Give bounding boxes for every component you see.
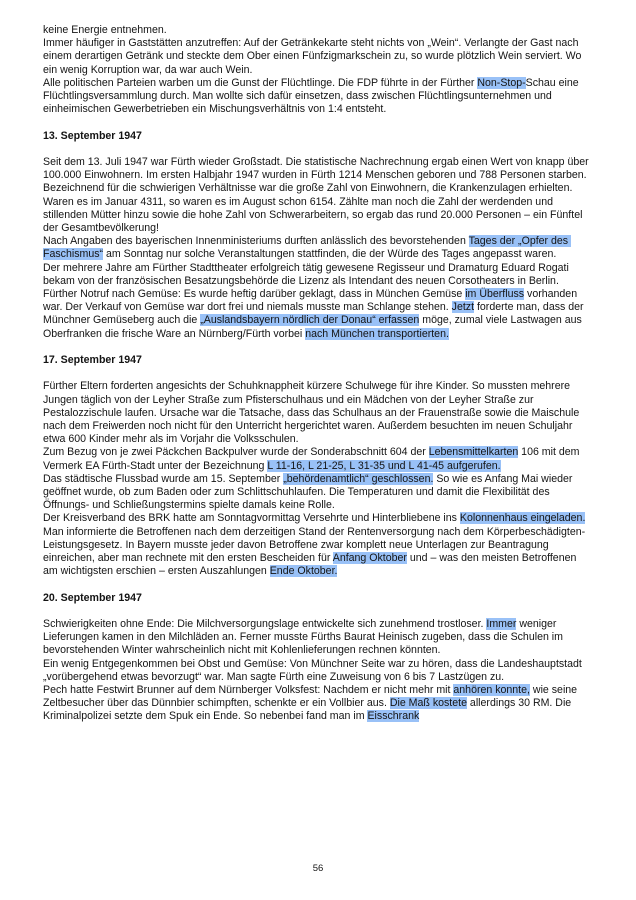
page-number: 56 (312, 863, 324, 874)
text-run: Alle politischen Parteien warben um die Gunst der Flüchtlinge. Die FDP führte in der Fürther (43, 76, 478, 89)
paragraph (43, 24, 592, 37)
paragraph (43, 446, 592, 472)
paragraph (43, 235, 592, 261)
text-run: möge, zumal viele Lastwagen aus Oberfranken die frische Ware an Nürnberg/Fürth vorbei (43, 314, 585, 340)
text-run: Ein wenig Entgegenkommen bei Obst und Gemüse: Von Münchner Seite war zu hören, dass die Landeshauptstadt „vorübergehend etwas bevorzugt“ war. Man sagte Fürth eine Zuweisung von 6 bis 7 Lastzügen zu. (43, 657, 585, 683)
highlighted-text: Die Maß kostete (389, 697, 467, 710)
highlighted-text: Immer (486, 618, 517, 631)
text-run: Das städtische Flussbad wurde am 15. September (43, 472, 284, 485)
text-run: Zum Bezug von je zwei Päckchen Backpulver wurde der Sonderabschnitt 604 der (43, 446, 429, 459)
text-run: Man informierte die Betroffenen nach dem derzeitigen Stand der Rentenversorgung nach dem Körperbeschädigten-Leistungsgesetz. In Bayern musste jeder davon Betroffene zwar komplett neue Unterlagen zur Beantragung einreichen, aber man rechnete mit den ersten Bescheiden für (43, 512, 589, 565)
paragraph (43, 658, 592, 684)
paragraph (43, 512, 592, 578)
section-heading: 20. September 1947 (43, 591, 142, 604)
text-run: Schau eine Flüchtlingsversammlung durch. Man wollte sich dafür einsetzen, dass zwischen Flüchtlingsunternehmen und einheimischen Gewerbetrieben ein Mischungsverhältnis von 1:4 entsteht. (43, 76, 582, 116)
text-run: Schwierigkeiten ohne Ende: Die Milchversorgungslage entwickelte sich zunehmend trostloser. (43, 618, 487, 631)
highlighted-text: Anfang Oktober (332, 552, 407, 565)
text-run: wie seine Zeltbesucher über das Dünnbier schimpften, schenkte er ein Vollbier aus. (43, 684, 581, 710)
highlighted-text: Lebensmittelkarten (428, 446, 519, 459)
highlighted-text: Kolonnenhaus eingeladen. (459, 512, 586, 525)
text-run: forderte man, dass der Münchner Gemüseberg auch die (43, 301, 587, 327)
highlighted-text: „Auslandsbayern nördlich der Donau“ erfassen (200, 314, 420, 327)
text-run: Immer häufiger in Gaststätten anzutreffen: Auf der Getränkekarte steht nichts von „Wein“. Verlangte der Gast nach einem derartigen Getränk und steckte dem Ober einen Fünfzigmarkschein zu, so wurde plötzlich Wein serviert. Wo ein wenig Korruption war, da war auch Wein. (43, 37, 585, 76)
paragraph (43, 156, 592, 235)
highlighted-text: anhören konnte, (453, 684, 530, 697)
text-run: So wie es Anfang Mai wieder geöffnet wurde, ob zum Baden oder zum Schlittschuhlaufen. Die Temperaturen und damit die Flexibilität des Öffnungs- und Schließungstermins spielte damals keine Rolle. (43, 472, 576, 512)
text-run: Der mehrere Jahre am Fürther Stadttheater erfolgreich tätig gewesene Regisseur und Dramaturg Eduard Rogati bekam von der französischen Besatzungsbehörde die Lizenz als Intendant des neuen Corsotheaters in Berlin. (43, 261, 572, 287)
text-run: am Sonntag nur solche Veranstaltungen stattfinden, die der Würde des Tages angepasst waren. (103, 248, 557, 261)
highlighted-text: nach München transportierten. (305, 327, 449, 340)
page-content (43, 24, 592, 724)
section-heading: 13. September 1947 (43, 129, 142, 142)
highlighted-text: Tages der „Opfer des Faschismus“ (43, 235, 572, 261)
text-run: Seit dem 13. Juli 1947 war Fürth wieder Großstadt. Die statistische Nachrechnung ergab einen Wert von knapp über 100.000 Einwohnern. Im ersten Halbjahr 1947 wurden in Fürth 1214 Menschen geboren und 788 Personen starben. Bezeichnend für die schwierigen Verhältnisse war die große Zahl von Einwohnern, die Krankenzulagen erhielten. Waren es im Januar 4311, so waren es im August schon 6154. Zählte man noch die Zahl der werdenden und stillenden Mütter hinzu sowie die hohe Zahl von Schwerarbeitern, so ergab das rund 20.000 Personen – ein Fünftel der Gesamtbevölkerung! (43, 156, 592, 235)
text-run: Fürther Notruf nach Gemüse: Es wurde heftig darüber geklagt, dass in München Gemüse (43, 288, 466, 301)
paragraph (43, 618, 592, 658)
paragraph (43, 77, 592, 117)
section-heading: 17. September 1947 (43, 354, 142, 367)
highlighted-text: Eisschrank (367, 710, 420, 723)
text-run: Der Kreisverband des BRK hatte am Sonntagvormittag Versehrte und Hinterbliebene ins (43, 512, 460, 525)
paragraph (43, 473, 592, 513)
paragraph (43, 380, 592, 446)
text-run: und – was den meisten Betroffenen am wichtigsten erschien – ersten Auszahlungen (43, 552, 580, 578)
text-run: allerdings 30 RM. Die Kriminalpolizei setzte dem Spuk ein Ende. So nebenbei fand man im (43, 697, 575, 723)
paragraph (43, 288, 592, 341)
highlighted-text: Ende Oktober. (269, 565, 338, 578)
text-run: Nach Angaben des bayerischen Innenministeriums durften anlässlich des bevorstehenden (43, 235, 469, 248)
text-run: weniger Lieferungen kamen in den Milchläden an. Ferner musste Fürths Baurat Heinisch zugeben, dass die Schulen im bevorstehenden Winter wahrscheinlich nicht mit Kohlenlieferungen rechnen könnten. (43, 618, 566, 657)
text-run: vorhanden war. Der Verkauf von Gemüse war dort frei und niemals musste man Schlange stehen. (43, 288, 581, 314)
highlighted-text: L 11-16, L 21-25, L 31-35 und L 41-45 aufgerufen. (267, 459, 501, 472)
highlighted-text: im Überfluss (465, 288, 525, 301)
paragraph (43, 37, 592, 77)
paragraph (43, 684, 592, 724)
text-run: Fürther Eltern forderten angesichts der Schuhknappheit kürzere Schulwege für ihre Kinder. So mussten mehrere Jungen täglich von der Leyher Straße zum Pfisterschulhaus und ein Mädchen von der Leyher Straße zur Pestalozzischule laufen. Ursache war die Tatsache, dass das Schulhaus an der Frauenstraße sowie die Maischule nach dem Freiwerden noch nicht für den Unterricht hergerichtet waren. Außerdem besuchten im neuen Schuljahr etwa 600 Kinder mehr als im Vorjahr die Volksschulen. (43, 380, 583, 446)
highlighted-text: Non-Stop- (477, 76, 526, 89)
text-run: keine Energie entnehmen. (43, 24, 167, 36)
paragraph (43, 262, 592, 288)
highlighted-text: Jetzt (451, 301, 475, 314)
highlighted-text: „behördenamtlich“ geschlossen. (283, 472, 434, 485)
text-run: 106 mit dem Vermerk EA Fürth-Stadt unter der Bezeichnung (43, 446, 583, 472)
text-run: Pech hatte Festwirt Brunner auf dem Nürnberger Volksfest: Nachdem er nicht mehr mit (43, 684, 454, 697)
